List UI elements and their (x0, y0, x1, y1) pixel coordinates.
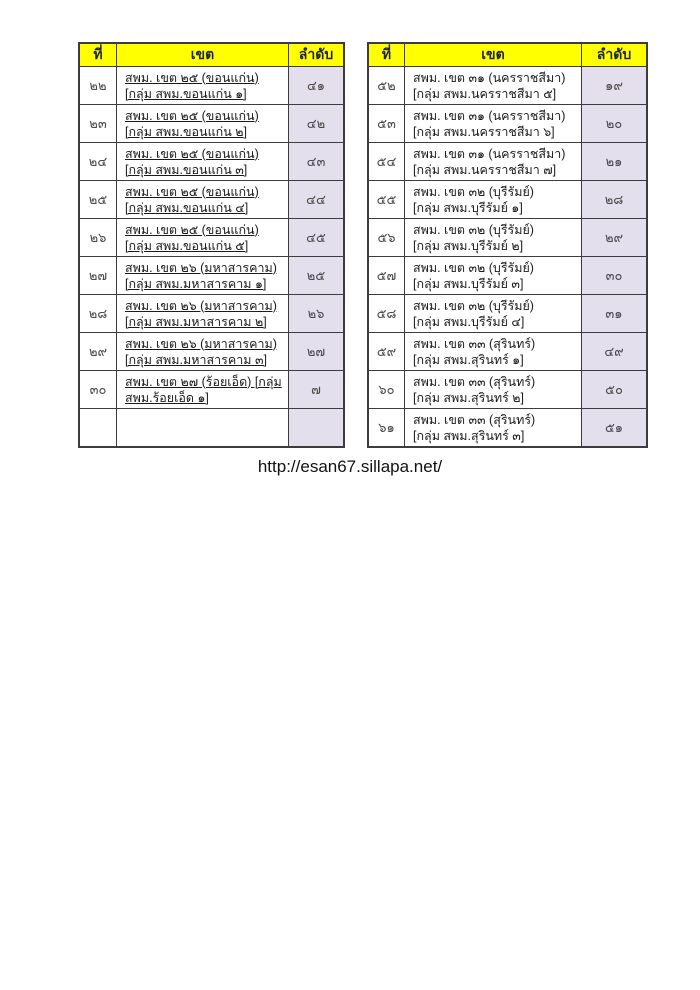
site-url: http://esan67.sillapa.net/ (257, 457, 443, 476)
zone-cell (405, 295, 582, 332)
row-number: ๕๘ (369, 295, 405, 332)
zone-link[interactable] (125, 298, 284, 330)
zone-line2: [กลุ่ม สพม.มหาสารคาม ๑] (125, 276, 267, 291)
zone-line1: สพม. เขต ๓๓ (สุรินทร์) (413, 374, 536, 389)
zone-text (413, 298, 577, 330)
zone-cell (405, 371, 582, 408)
zone-link[interactable] (125, 336, 284, 368)
zone-text (413, 336, 577, 368)
zone-line1: สพม. เขต ๒๖ (มหาสารคาม) (125, 336, 277, 351)
table-body (80, 66, 343, 446)
column-header-order: ลำดับ (289, 44, 343, 66)
zone-cell (117, 143, 289, 180)
zone-line1: สพม. เขต ๓๒ (บุรีรัมย์) (413, 260, 534, 275)
zone-line2: [กลุ่ม สพม.บุรีรัมย์ ๒] (413, 238, 524, 253)
zone-line2: [กลุ่ม สพม.บุรีรัมย์ ๔] (413, 314, 525, 329)
zone-link[interactable] (125, 374, 284, 406)
zone-line1: สพม. เขต ๒๕ (ขอนแก่น) (125, 146, 259, 161)
order-value: ๔๔ (289, 181, 343, 218)
zone-text (413, 260, 577, 292)
zone-link[interactable] (125, 70, 284, 102)
table-row (80, 256, 343, 294)
zone-line2: [กลุ่ม สพม.ขอนแก่น ๕] (125, 238, 249, 253)
order-value: ๒๐ (582, 105, 646, 142)
table-row (80, 332, 343, 370)
order-value: ๒๕ (289, 257, 343, 294)
zone-text (413, 146, 577, 178)
row-number: ๒๗ (80, 257, 117, 294)
zone-cell (405, 67, 582, 104)
table-row (369, 66, 646, 104)
zone-cell (117, 181, 289, 218)
zone-line1: สพม. เขต ๓๑ (นครราชสีมา) (413, 70, 566, 85)
zone-line2: [กลุ่ม สพม.สุรินทร์ ๒] (413, 390, 525, 405)
zone-cell (117, 333, 289, 370)
zone-cell (117, 371, 289, 408)
row-number: ๒๙ (80, 333, 117, 370)
row-number (80, 409, 117, 446)
table-row (80, 142, 343, 180)
zone-line2: [กลุ่ม สพม.มหาสารคาม ๓] (125, 352, 267, 367)
zone-line1: สพม. เขต ๒๕ (ขอนแก่น) (125, 184, 259, 199)
table-row (80, 294, 343, 332)
row-number: ๕๕ (369, 181, 405, 218)
zone-line1: สพม. เขต ๓๒ (บุรีรัมย์) (413, 298, 534, 313)
zone-link[interactable] (125, 222, 284, 254)
table-row (80, 370, 343, 408)
zone-line1: สพม. เขต ๓๓ (สุรินทร์) (413, 412, 536, 427)
zone-line1: สพม. เขต ๒๕ (ขอนแก่น) (125, 222, 259, 237)
zone-line2: [กลุ่ม สพม.นครราชสีมา ๕] (413, 86, 557, 101)
row-number: ๒๒ (80, 67, 117, 104)
order-value: ๗ (289, 371, 343, 408)
order-value: ๒๙ (582, 219, 646, 256)
table-row (369, 332, 646, 370)
table-row (369, 370, 646, 408)
zone-link[interactable] (125, 184, 284, 216)
order-value: ๒๖ (289, 295, 343, 332)
table-row (369, 256, 646, 294)
zone-text (413, 70, 577, 102)
row-number: ๕๔ (369, 143, 405, 180)
row-number: ๕๓ (369, 105, 405, 142)
table-row (80, 66, 343, 104)
column-header-no: ที่ (369, 44, 405, 66)
order-value: ๒๘ (582, 181, 646, 218)
table-row (80, 104, 343, 142)
zone-line1: สพม. เขต ๒๗ (ร้อยเอ็ด) [กลุ่ม (125, 374, 282, 389)
zone-cell (405, 219, 582, 256)
table-row (369, 218, 646, 256)
column-header-no: ที่ (80, 44, 117, 66)
zone-text (413, 184, 577, 216)
zone-cell (405, 257, 582, 294)
row-number: ๒๖ (80, 219, 117, 256)
table-row (369, 294, 646, 332)
row-number: ๕๗ (369, 257, 405, 294)
table-header-row (369, 44, 646, 66)
zone-line2: [กลุ่ม สพม.ขอนแก่น ๓] (125, 162, 248, 177)
order-value: ๓๑ (582, 295, 646, 332)
table-row (369, 142, 646, 180)
zone-cell (117, 409, 289, 446)
zone-line2: [กลุ่ม สพม.นครราชสีมา ๗] (413, 162, 557, 177)
zone-line1: สพม. เขต ๒๖ (มหาสารคาม) (125, 298, 277, 313)
zone-text (413, 108, 577, 140)
order-value: ๕๑ (582, 409, 646, 446)
zone-line1: สพม. เขต ๓๓ (สุรินทร์) (413, 336, 536, 351)
row-number: ๕๒ (369, 67, 405, 104)
order-value: ๑๙ (582, 67, 646, 104)
table-row (369, 104, 646, 142)
zone-cell (117, 219, 289, 256)
zone-cell (117, 257, 289, 294)
row-number: ๒๘ (80, 295, 117, 332)
zone-line2: [กลุ่ม สพม.ขอนแก่น ๑] (125, 86, 247, 101)
order-value: ๒๗ (289, 333, 343, 370)
row-number: ๒๔ (80, 143, 117, 180)
zone-cell (405, 409, 582, 446)
order-value (289, 409, 343, 446)
row-number: ๒๕ (80, 181, 117, 218)
zone-cell (405, 105, 582, 142)
zone-link[interactable] (125, 146, 284, 178)
zone-line2: [กลุ่ม สพม.นครราชสีมา ๖] (413, 124, 555, 139)
table-body (369, 66, 646, 446)
zone-cell (405, 181, 582, 218)
zone-cell (117, 67, 289, 104)
row-number: ๕๖ (369, 219, 405, 256)
order-value: ๓๐ (582, 257, 646, 294)
zone-text (413, 412, 577, 444)
zone-line1: สพม. เขต ๒๖ (มหาสารคาม) (125, 260, 277, 275)
table-row (80, 218, 343, 256)
zone-line2: [กลุ่ม สพม.ขอนแก่น ๔] (125, 200, 249, 215)
row-number: ๖๐ (369, 371, 405, 408)
zone-cell (405, 333, 582, 370)
zone-line2: [กลุ่ม สพม.บุรีรัมย์ ๑] (413, 200, 523, 215)
zone-text (125, 420, 284, 436)
zone-link[interactable] (125, 260, 284, 292)
row-number: ๒๓ (80, 105, 117, 142)
column-header-order: ลำดับ (582, 44, 646, 66)
table-row (80, 180, 343, 218)
zone-line2: [กลุ่ม สพม.ขอนแก่น ๒] (125, 124, 247, 139)
zone-ranking-table-right (367, 42, 648, 448)
order-value: ๒๑ (582, 143, 646, 180)
zone-cell (405, 143, 582, 180)
order-value: ๕๐ (582, 371, 646, 408)
zone-line1: สพม. เขต ๓๒ (บุรีรัมย์) (413, 222, 534, 237)
zone-cell (117, 105, 289, 142)
zone-line2: [กลุ่ม สพม.มหาสารคาม ๒] (125, 314, 267, 329)
zone-line2: [กลุ่ม สพม.สุรินทร์ ๓] (413, 428, 525, 443)
row-number: ๖๑ (369, 409, 405, 446)
zone-line1: สพม. เขต ๒๕ (ขอนแก่น) (125, 108, 259, 123)
zone-ranking-table-left (78, 42, 345, 448)
zone-link[interactable] (125, 108, 284, 140)
zone-line1: สพม. เขต ๓๑ (นครราชสีมา) (413, 146, 566, 161)
zone-line1: สพม. เขต ๓๒ (บุรีรัมย์) (413, 184, 534, 199)
order-value: ๔๒ (289, 105, 343, 142)
table-row (80, 408, 343, 446)
zone-text (413, 374, 577, 406)
table-header-row (80, 44, 343, 66)
zone-line1: สพม. เขต ๒๕ (ขอนแก่น) (125, 70, 259, 85)
table-row (369, 408, 646, 446)
row-number: ๕๙ (369, 333, 405, 370)
column-header-zone: เขต (405, 44, 582, 66)
row-number: ๓๐ (80, 371, 117, 408)
order-value: ๔๙ (582, 333, 646, 370)
order-value: ๔๓ (289, 143, 343, 180)
zone-cell (117, 295, 289, 332)
order-value: ๔๕ (289, 219, 343, 256)
column-header-zone: เขต (117, 44, 289, 66)
zone-line2: [กลุ่ม สพม.สุรินทร์ ๑] (413, 352, 524, 367)
order-value: ๔๑ (289, 67, 343, 104)
zone-line2: [กลุ่ม สพม.บุรีรัมย์ ๓] (413, 276, 524, 291)
zone-line2: สพม.ร้อยเอ็ด ๑] (125, 390, 209, 405)
zone-line1: สพม. เขต ๓๑ (นครราชสีมา) (413, 108, 566, 123)
zone-text (413, 222, 577, 254)
table-row (369, 180, 646, 218)
